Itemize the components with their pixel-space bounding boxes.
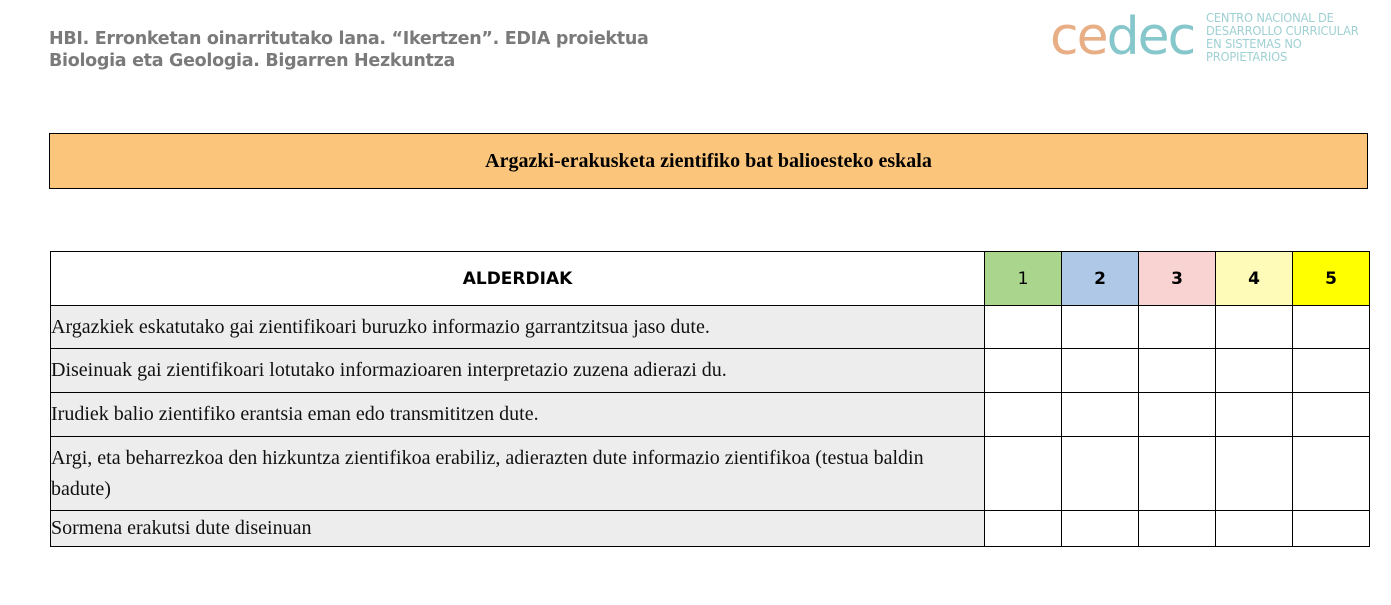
score-input[interactable]: [1139, 306, 1215, 348]
score-input[interactable]: [1293, 349, 1369, 392]
score-cell-5[interactable]: [1293, 306, 1370, 349]
score-input[interactable]: [1139, 393, 1215, 436]
score-input[interactable]: [1062, 393, 1138, 436]
score-cell-3[interactable]: [1139, 306, 1216, 349]
score-cell-3[interactable]: [1139, 349, 1216, 393]
score-input[interactable]: [1216, 511, 1292, 546]
rubric-item-text: Sormena erakutsi dute diseinuan: [51, 511, 985, 547]
score-input[interactable]: [985, 511, 1061, 546]
score-cell-5[interactable]: [1293, 349, 1370, 393]
score-input[interactable]: [1293, 437, 1369, 510]
score-cell-1[interactable]: [985, 306, 1062, 349]
score-cell-4[interactable]: [1216, 437, 1293, 511]
rubric-row: [51, 306, 1370, 349]
score-input[interactable]: [985, 393, 1061, 436]
logo-wordmark-dec: dec: [1106, 7, 1195, 67]
score-cell-3[interactable]: [1139, 393, 1216, 437]
score-input[interactable]: [1139, 437, 1215, 510]
score-cell-4[interactable]: [1216, 511, 1293, 547]
score-input[interactable]: [1139, 349, 1215, 392]
score-cell-2[interactable]: [1062, 306, 1139, 349]
logo-tagline-2: DESARROLLO CURRICULAR: [1206, 23, 1359, 38]
rubric-row: [51, 393, 1370, 437]
logo-tagline-3: EN SISTEMAS NO PROPIETARIOS: [1206, 36, 1302, 64]
score-cell-1[interactable]: [985, 511, 1062, 547]
score-cell-3[interactable]: [1139, 511, 1216, 547]
score-input[interactable]: [1216, 349, 1292, 392]
score-cell-5[interactable]: [1293, 437, 1370, 511]
rubric-title: Argazki-erakusketa zientifiko bat balioesteko eskala: [49, 133, 1368, 189]
score-header-2: 2: [1062, 252, 1139, 306]
aspects-header: ALDERDIAK: [51, 252, 985, 306]
score-header-1: 1: [985, 252, 1062, 306]
score-header-5: 5: [1293, 252, 1370, 306]
score-input[interactable]: [1062, 306, 1138, 348]
logo-wordmark-ce: ce: [1050, 7, 1107, 67]
rubric-header-row: [51, 252, 1370, 306]
score-input[interactable]: [1062, 437, 1138, 510]
score-input[interactable]: [985, 306, 1061, 348]
score-input[interactable]: [1216, 437, 1292, 510]
score-input[interactable]: [1216, 306, 1292, 348]
logo-wordmark: [1050, 7, 1195, 67]
score-input[interactable]: [985, 437, 1061, 510]
score-input[interactable]: [1293, 306, 1369, 348]
score-input[interactable]: [985, 349, 1061, 392]
rubric-row: [51, 437, 1370, 511]
score-cell-5[interactable]: [1293, 511, 1370, 547]
rubric-item-text: Argazkiek eskatutako gai zientifikoari buruzko informazio garrantzitsua jaso dute.: [51, 306, 985, 349]
rubric-row: [51, 349, 1370, 393]
score-input[interactable]: [1216, 393, 1292, 436]
rubric-item-text: Argi, eta beharrezkoa den hizkuntza zientifikoa erabiliz, adierazten dute informazio zientifikoa (testua baldin badute): [51, 437, 985, 511]
score-cell-1[interactable]: [985, 393, 1062, 437]
score-cell-4[interactable]: [1216, 306, 1293, 349]
score-cell-2[interactable]: [1062, 393, 1139, 437]
score-cell-4[interactable]: [1216, 349, 1293, 393]
rubric-item-text: Diseinuak gai zientifikoari lotutako informazioaren interpretazio zuzena adierazi du.: [51, 349, 985, 393]
score-input[interactable]: [1062, 349, 1138, 392]
header-line-2: Biologia eta Geologia. Bigarren Hezkuntza: [49, 51, 455, 71]
score-cell-5[interactable]: [1293, 393, 1370, 437]
score-cell-2[interactable]: [1062, 511, 1139, 547]
score-cell-4[interactable]: [1216, 393, 1293, 437]
score-cell-2[interactable]: [1062, 349, 1139, 393]
score-cell-1[interactable]: [985, 437, 1062, 511]
rubric-row: [51, 511, 1370, 547]
document-header: [49, 28, 649, 72]
score-input[interactable]: [1293, 511, 1369, 546]
score-input[interactable]: [1293, 393, 1369, 436]
header-line-1: HBI. Erronketan oinarritutako lana. “Ikertzen”. EDIA proiektua: [49, 29, 649, 49]
rubric-table: [50, 251, 1370, 547]
logo-tagline-1: CENTRO NACIONAL DE: [1206, 10, 1334, 25]
score-header-4: 4: [1216, 252, 1293, 306]
logo-tagline: [1206, 11, 1376, 63]
score-header-3: 3: [1139, 252, 1216, 306]
score-input[interactable]: [1139, 511, 1215, 546]
score-input[interactable]: [1062, 511, 1138, 546]
rubric-item-text: Irudiek balio zientifiko erantsia eman edo transmititzen dute.: [51, 393, 985, 437]
cedec-logo: [1050, 6, 1391, 68]
score-cell-1[interactable]: [985, 349, 1062, 393]
score-cell-3[interactable]: [1139, 437, 1216, 511]
score-cell-2[interactable]: [1062, 437, 1139, 511]
